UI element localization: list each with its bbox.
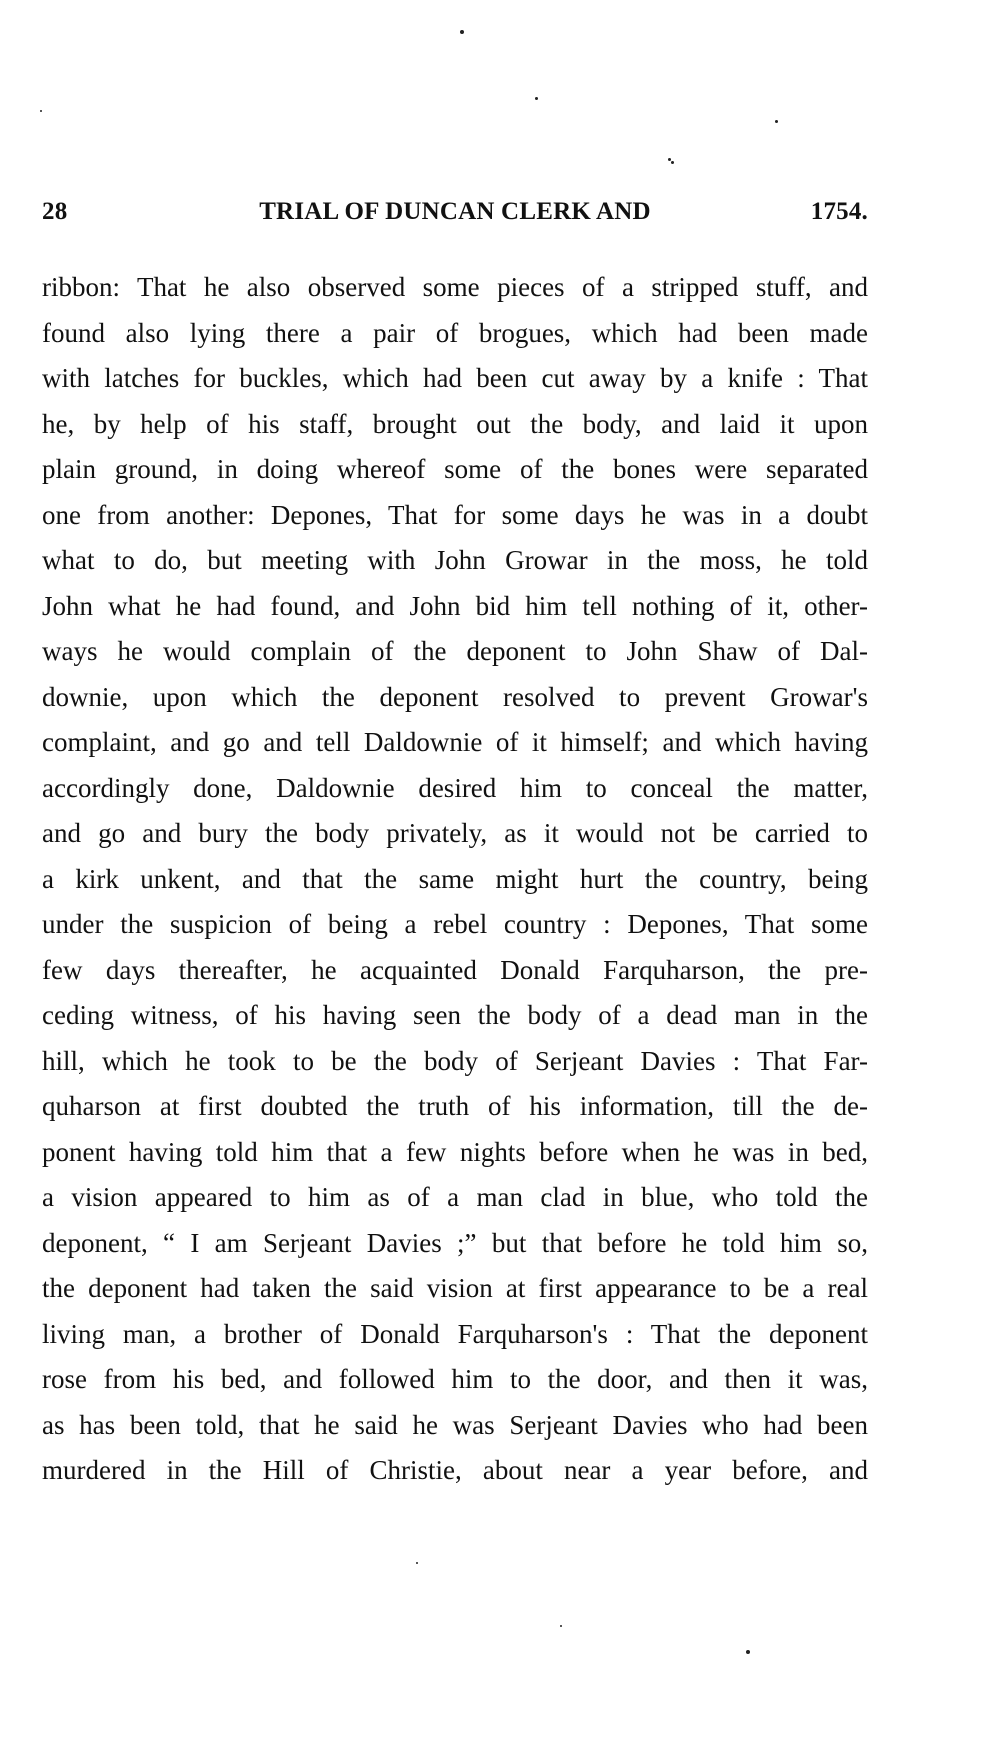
text-line: and go and bury the body privately, as it would not be carried to	[42, 818, 868, 848]
text-line: what to do, but meeting with John Growar in the moss, he told	[42, 545, 868, 575]
text-line: a kirk unkent, and that the same might hurt the country, being	[42, 863, 868, 894]
text-line: ceding witness, of his having seen the body of a dead man in the	[42, 1000, 868, 1030]
running-title: TRIAL OF DUNCAN CLERK AND	[259, 198, 651, 225]
text-line: with latches for buckles, which had been cut away by a knife : That	[42, 363, 868, 393]
text-line: ribbon: That he also observed some pieces of a stripped stuff, and	[42, 272, 868, 302]
text-line: a vision appeared to him as of a man clad in blue, who told the	[42, 1182, 868, 1212]
text-line: downie, upon which the deponent resolved to prevent Growar's	[42, 681, 868, 712]
scan-speck	[560, 1625, 562, 1627]
text-line: under the suspicion of being a rebel country : Depones, That some	[42, 909, 868, 939]
text-line: one from another: Depones, That for some days he was in a doubt	[42, 499, 868, 530]
text-line: quharson at first doubted the truth of his information, till the de-	[42, 1091, 868, 1121]
running-header	[42, 198, 868, 238]
scan-speck	[775, 120, 778, 123]
text-line: deponent, “ I am Serjeant Davies ;” but that before he told him so,	[42, 1227, 868, 1258]
scan-speck	[746, 1650, 750, 1654]
text-line: murdered in the Hill of Christie, about near a year before, and	[42, 1455, 868, 1485]
text-line: ponent having told him that a few nights before when he was in bed,	[42, 1136, 868, 1167]
text-line: hill, which he took to be the body of Serjeant Davies : That Far-	[42, 1045, 868, 1076]
text-line: he, by help of his staff, brought out the body, and laid it upon	[42, 408, 868, 439]
text-line: John what he had found, and John bid him tell nothing of it, other-	[42, 590, 868, 621]
scan-speck	[40, 110, 42, 112]
body-text	[42, 265, 868, 1494]
text-line: few days thereafter, he acquainted Donald Farquharson, the pre-	[42, 954, 868, 985]
text-line: accordingly done, Daldownie desired him to conceal the matter,	[42, 772, 868, 803]
page-number: 28	[42, 198, 68, 225]
text-line: living man, a brother of Donald Farquharson's : That the deponent	[42, 1318, 868, 1349]
scan-speck	[460, 30, 464, 34]
text-line: plain ground, in doing whereof some of the bones were separated	[42, 454, 868, 484]
text-line: found also lying there a pair of brogues, which had been made	[42, 317, 868, 348]
text-line: ways he would complain of the deponent to John Shaw of Dal-	[42, 636, 868, 666]
header-year: 1754.	[810, 198, 868, 225]
scan-speck	[671, 161, 674, 164]
scan-speck	[416, 1562, 418, 1564]
text-line: the deponent had taken the said vision at first appearance to be a real	[42, 1273, 868, 1303]
scan-speck	[535, 97, 538, 100]
text-line: complaint, and go and tell Daldownie of it himself; and which having	[42, 727, 868, 757]
text-line: as has been told, that he said he was Serjeant Davies who had been	[42, 1409, 868, 1440]
text-line: rose from his bed, and followed him to the door, and then it was,	[42, 1364, 868, 1394]
